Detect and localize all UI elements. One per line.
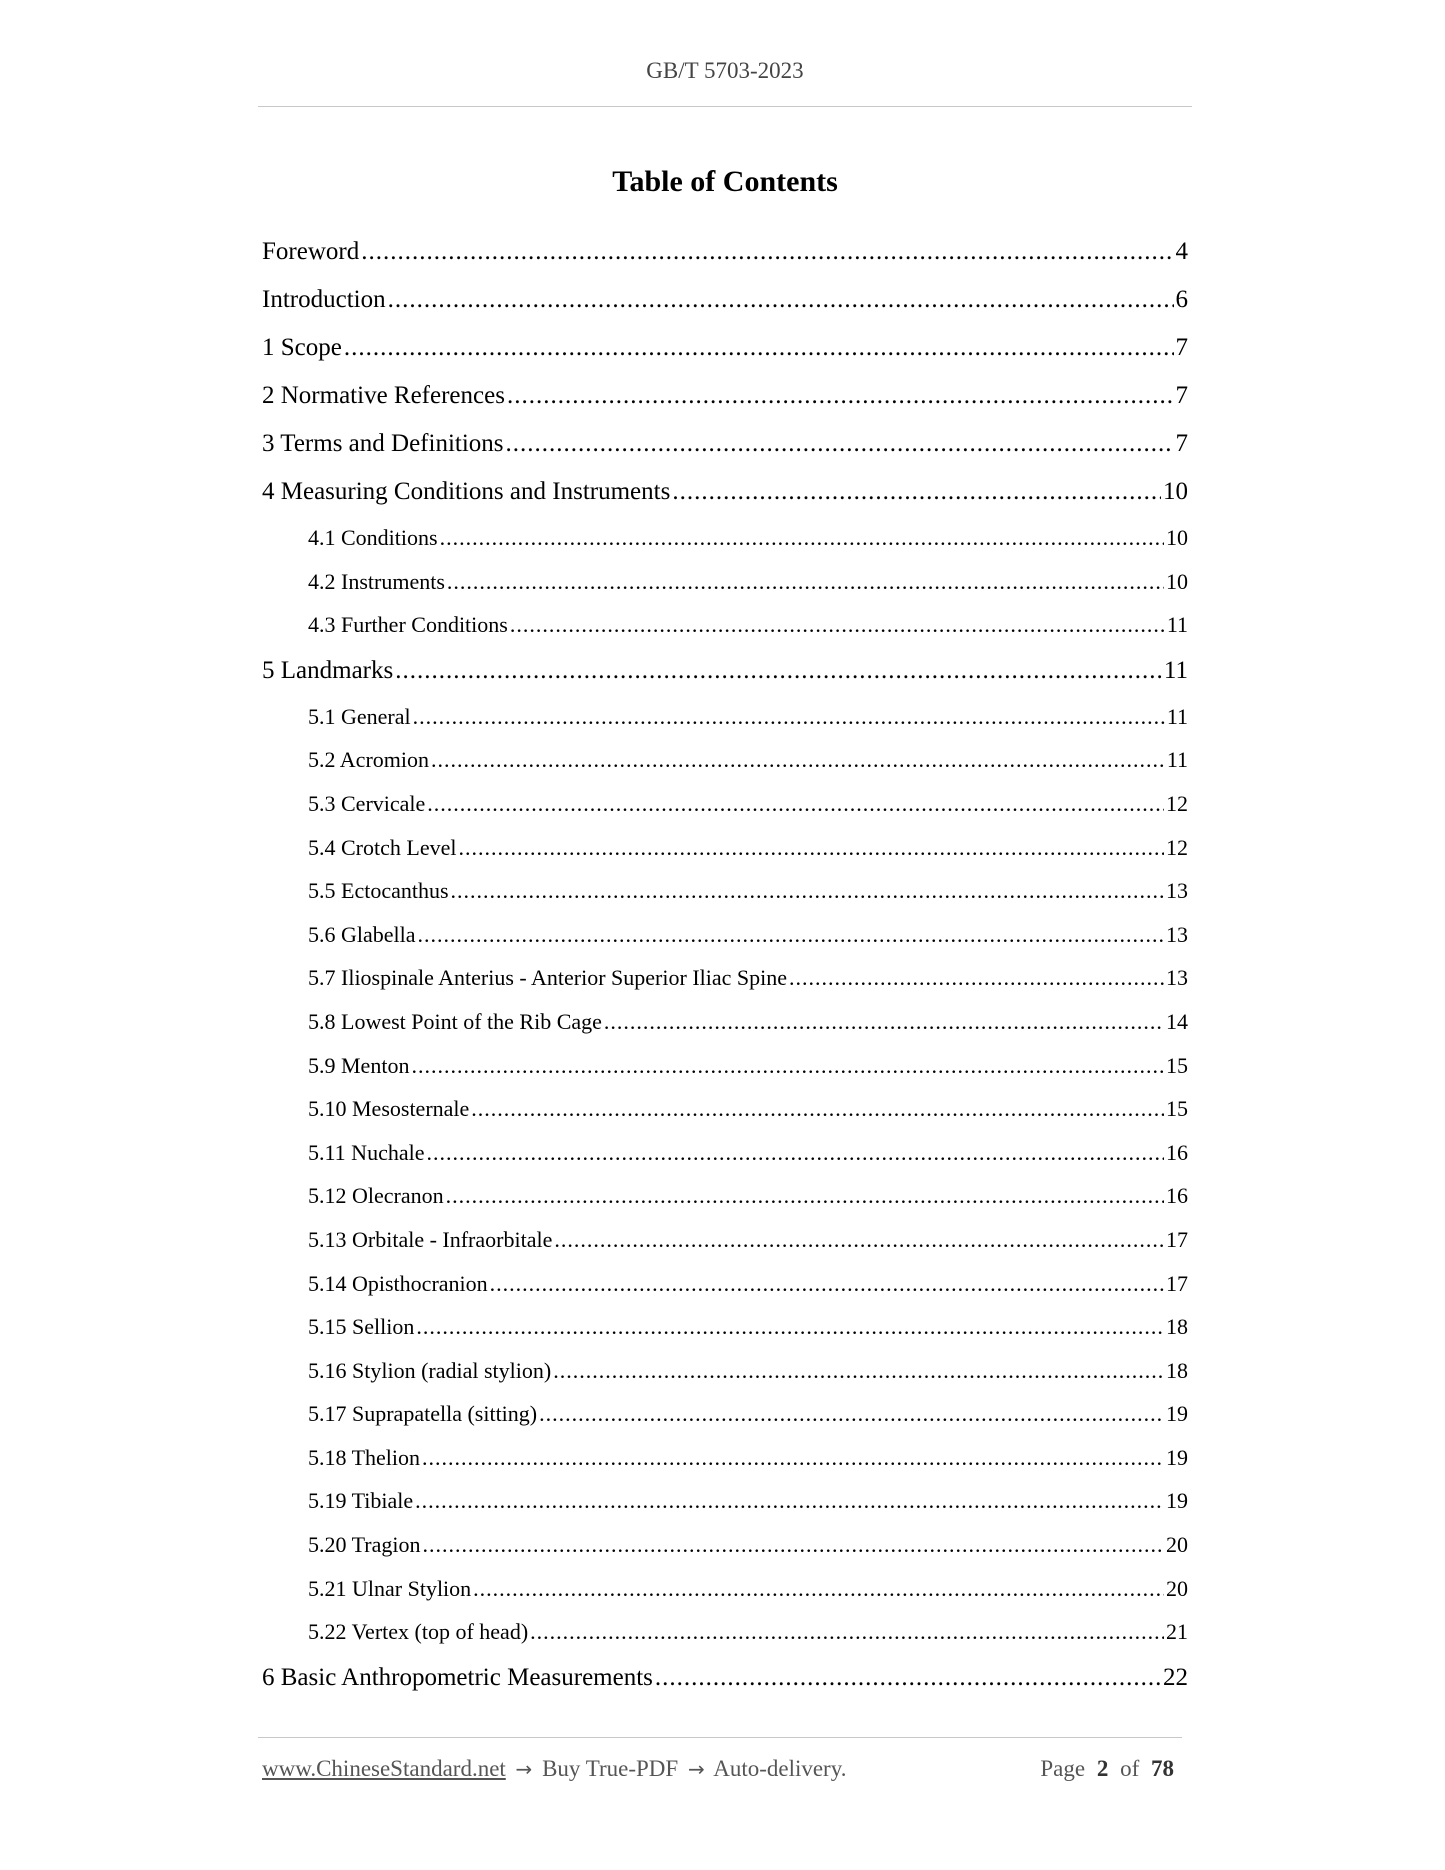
toc-entry[interactable] xyxy=(262,468,1188,516)
toc-entry[interactable] xyxy=(262,1479,1188,1523)
toc-page-number: 11 xyxy=(1166,747,1188,773)
toc-page-number: 19 xyxy=(1166,1444,1188,1470)
toc-entry-title: 4 Measuring Conditions and Instruments xyxy=(262,478,671,505)
toc-entry[interactable] xyxy=(262,1174,1188,1218)
toc-dot-leader xyxy=(395,647,1162,695)
toc-page-number: 22 xyxy=(1163,1663,1188,1691)
toc-dot-leader xyxy=(506,420,1174,468)
document-id-header: GB/T 5703-2023 xyxy=(646,58,804,83)
toc-dot-leader xyxy=(411,1044,1164,1088)
toc-page-number: 7 xyxy=(1175,382,1188,409)
toc-dot-leader xyxy=(361,228,1173,276)
toc-entry-title: 5.11 Nuchale xyxy=(308,1139,425,1165)
toc-page-number: 12 xyxy=(1166,790,1188,816)
toc-entry-title: 5.17 Suprapatella (sitting) xyxy=(308,1401,538,1427)
toc-entry-title: 5.19 Tibiale xyxy=(308,1488,414,1514)
arrow-right-icon: → xyxy=(515,1757,533,1781)
toc-entry-title: 5.21 Ulnar Stylion xyxy=(308,1575,472,1601)
toc-entry[interactable] xyxy=(262,324,1188,372)
toc-dot-leader xyxy=(440,516,1164,560)
toc-dot-leader xyxy=(530,1610,1164,1654)
toc-page-number: 7 xyxy=(1175,430,1188,457)
toc-entry[interactable] xyxy=(262,647,1188,695)
toc-entry-title: 5.13 Orbitale - Infraorbitale xyxy=(308,1226,553,1252)
toc-entry[interactable] xyxy=(262,228,1188,276)
of-label: of xyxy=(1120,1756,1140,1781)
toc-entry-title: 6 Basic Anthropometric Measurements xyxy=(262,1663,653,1691)
toc-dot-leader xyxy=(655,1654,1161,1702)
toc-page-number: 16 xyxy=(1166,1183,1188,1209)
toc-dot-leader xyxy=(473,1567,1164,1611)
toc-entry-title: 3 Terms and Definitions xyxy=(262,430,504,457)
toc-page-number: 17 xyxy=(1166,1226,1188,1252)
toc-entry-title: 5.3 Cervicale xyxy=(308,790,426,816)
toc-entry-title: 4.2 Instruments xyxy=(308,568,445,594)
toc-entry[interactable] xyxy=(262,1305,1188,1349)
toc-entry[interactable] xyxy=(262,420,1188,468)
toc-dot-leader xyxy=(418,913,1164,957)
toc-dot-leader xyxy=(471,1087,1164,1131)
toc-dot-leader xyxy=(447,560,1164,604)
toc-entry-title: 4.3 Further Conditions xyxy=(308,612,508,638)
toc-entry-title: Introduction xyxy=(262,286,386,313)
toc-entry[interactable] xyxy=(262,1436,1188,1480)
toc-entry[interactable] xyxy=(262,1218,1188,1262)
toc-page-number: 11 xyxy=(1163,656,1188,684)
toc-page-number: 10 xyxy=(1163,478,1188,505)
toc-entry[interactable] xyxy=(262,913,1188,957)
toc-entry-title: 5.18 Thelion xyxy=(308,1444,421,1470)
toc-entry-title: 5.10 Mesosternale xyxy=(308,1096,470,1122)
toc-page-number: 20 xyxy=(1166,1532,1188,1558)
footer-divider xyxy=(258,1737,1182,1738)
toc-entry[interactable] xyxy=(262,372,1188,420)
toc-dot-leader xyxy=(413,695,1165,739)
toc-entry-title: 5.6 Glabella xyxy=(308,921,416,947)
toc-page-number: 11 xyxy=(1166,703,1188,729)
toc-entry[interactable] xyxy=(262,603,1188,647)
toc-entry-title: 5.4 Crotch Level xyxy=(308,834,457,860)
toc-dot-leader xyxy=(416,1305,1164,1349)
toc-dot-leader xyxy=(427,782,1164,826)
toc-page-number: 14 xyxy=(1166,1008,1188,1034)
toc-dot-leader xyxy=(507,372,1174,420)
page-footer xyxy=(262,1756,1180,1782)
toc-entry[interactable] xyxy=(262,956,1188,1000)
toc-entry-title: 2 Normative References xyxy=(262,382,505,409)
toc-page-number: 15 xyxy=(1166,1096,1188,1122)
toc-page-number: 16 xyxy=(1166,1139,1188,1165)
toc-dot-leader xyxy=(539,1392,1164,1436)
toc-dot-leader xyxy=(415,1479,1164,1523)
toc-page-number: 11 xyxy=(1166,612,1188,638)
toc-entry[interactable] xyxy=(262,1000,1188,1044)
toc-entry-title: 5.1 General xyxy=(308,703,411,729)
toc-page-number: 4 xyxy=(1175,238,1188,265)
toc-title: Table of Contents xyxy=(612,165,838,198)
toc-entry[interactable] xyxy=(262,695,1188,739)
toc-entry-title: Foreword xyxy=(262,238,360,265)
toc-page-number: 6 xyxy=(1175,286,1188,313)
toc-dot-leader xyxy=(672,468,1161,516)
toc-entry-title: 5.7 Iliospinale Anterius - Anterior Superior Iliac Spine xyxy=(308,965,788,991)
toc-entry-title: 5.14 Opisthocranion xyxy=(308,1270,488,1296)
toc-entry[interactable] xyxy=(262,1654,1188,1702)
toc-dot-leader xyxy=(431,738,1165,782)
toc-dot-leader xyxy=(446,1174,1164,1218)
toc-entry[interactable] xyxy=(262,1044,1188,1088)
toc-entry-title: 5.5 Ectocanthus xyxy=(308,878,449,904)
arrow-right-icon: → xyxy=(687,1757,705,1781)
website-link[interactable]: www.ChineseStandard.net xyxy=(262,1756,506,1781)
toc-entry[interactable] xyxy=(262,1087,1188,1131)
toc-entry-title: 5.2 Acromion xyxy=(308,747,429,773)
toc-page-number: 18 xyxy=(1166,1357,1188,1383)
buy-pdf-text: Buy True-PDF xyxy=(542,1756,679,1781)
header-divider xyxy=(258,106,1192,107)
toc-dot-leader xyxy=(451,869,1164,913)
toc-entry-title: 5.22 Vertex (top of head) xyxy=(308,1619,529,1645)
toc-page-number: 19 xyxy=(1166,1488,1188,1514)
toc-page-number: 18 xyxy=(1166,1314,1188,1340)
toc-entry[interactable] xyxy=(262,516,1188,560)
current-page-number: 2 xyxy=(1096,1756,1109,1781)
toc-dot-leader xyxy=(604,1000,1164,1044)
toc-dot-leader xyxy=(344,324,1174,372)
toc-page-number: 13 xyxy=(1166,878,1188,904)
toc-entry[interactable] xyxy=(262,1392,1188,1436)
toc-entry-title: 5 Landmarks xyxy=(262,656,394,684)
toc-dot-leader xyxy=(422,1436,1164,1480)
auto-delivery-text: Auto-delivery. xyxy=(713,1756,847,1781)
total-pages-number: 78 xyxy=(1151,1756,1174,1781)
page-label: Page xyxy=(1040,1756,1086,1781)
toc-entry-title: 5.9 Menton xyxy=(308,1052,410,1078)
toc-entry[interactable] xyxy=(262,276,1188,324)
footer-promo xyxy=(262,1756,846,1782)
toc-entry[interactable] xyxy=(262,782,1188,826)
toc-dot-leader xyxy=(388,276,1174,324)
toc-page-number: 7 xyxy=(1175,334,1188,361)
toc-entry[interactable] xyxy=(262,826,1188,870)
toc-entry-title: 5.8 Lowest Point of the Rib Cage xyxy=(308,1008,602,1034)
toc-dot-leader xyxy=(490,1262,1164,1306)
toc-entry-title: 1 Scope xyxy=(262,334,342,361)
toc-page-number: 19 xyxy=(1166,1401,1188,1427)
page-indicator xyxy=(1040,1756,1180,1782)
toc-page-number: 21 xyxy=(1166,1619,1188,1645)
toc-dot-leader xyxy=(510,603,1165,647)
toc-entry-title: 4.1 Conditions xyxy=(308,525,438,550)
toc-dot-leader xyxy=(426,1131,1164,1175)
toc-entry[interactable] xyxy=(262,738,1188,782)
toc-page-number: 17 xyxy=(1166,1270,1188,1296)
toc-entry-title: 5.15 Sellion xyxy=(308,1314,415,1340)
toc-dot-leader xyxy=(789,956,1164,1000)
table-of-contents xyxy=(262,228,1188,1702)
toc-entry[interactable] xyxy=(262,1567,1188,1611)
toc-dot-leader xyxy=(553,1349,1164,1393)
toc-page-number: 13 xyxy=(1166,921,1188,947)
toc-entry-title: 5.12 Olecranon xyxy=(308,1183,444,1209)
toc-dot-leader xyxy=(554,1218,1164,1262)
toc-entry[interactable] xyxy=(262,1131,1188,1175)
toc-entry[interactable] xyxy=(262,1349,1188,1393)
toc-page-number: 20 xyxy=(1166,1575,1188,1601)
toc-entry-title: 5.20 Tragion xyxy=(308,1532,421,1558)
toc-page-number: 13 xyxy=(1166,965,1188,991)
toc-entry[interactable] xyxy=(262,560,1188,604)
toc-dot-leader xyxy=(422,1523,1164,1567)
toc-page-number: 12 xyxy=(1166,834,1188,860)
toc-page-number: 10 xyxy=(1166,525,1188,550)
toc-entry[interactable] xyxy=(262,1523,1188,1567)
toc-entry-title: 5.16 Stylion (radial stylion) xyxy=(308,1357,552,1383)
toc-page-number: 10 xyxy=(1166,568,1188,594)
toc-page-number: 15 xyxy=(1166,1052,1188,1078)
toc-entry[interactable] xyxy=(262,1610,1188,1654)
toc-entry[interactable] xyxy=(262,1262,1188,1306)
toc-dot-leader xyxy=(458,826,1164,870)
toc-entry[interactable] xyxy=(262,869,1188,913)
